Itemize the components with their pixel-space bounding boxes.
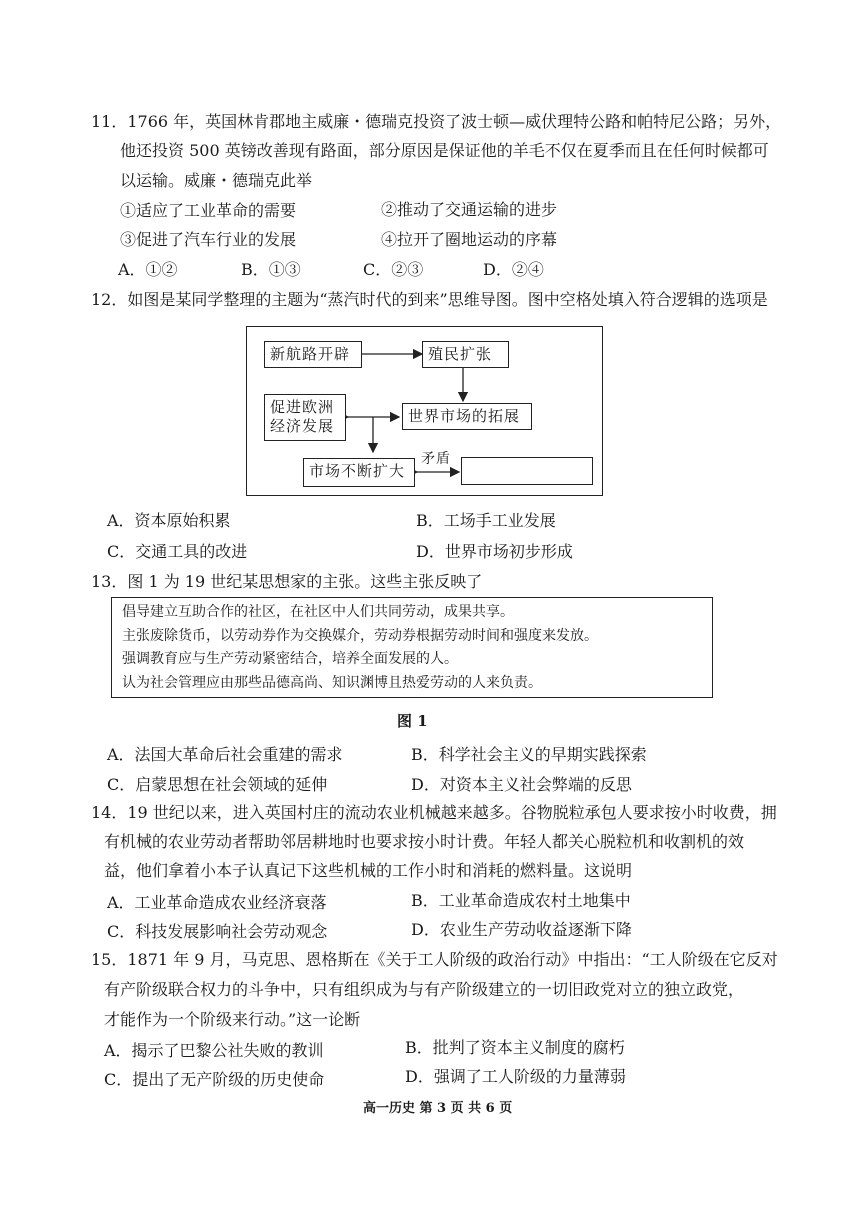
q13-stem: 13．图 1 为 19 世纪某思想家的主张。这些主张反映了 xyxy=(91,572,483,591)
figure-1-line-1: 倡导建立互助合作的社区，在社区中人们共同劳动，成果共享。 xyxy=(122,604,514,620)
figure-1-line-4: 认为社会管理应由那些品德高尚、知识渊博且热爱劳动的人来负责。 xyxy=(122,674,542,691)
q14-option-b: B．工业革命造成农村土地集中 xyxy=(411,891,631,910)
q15-option-d: D．强调了工人阶级的力量薄弱 xyxy=(405,1067,626,1086)
q15-stem-line-3: 才能作为一个阶级来行动。”这一论断 xyxy=(104,1010,361,1029)
q12-option-b: B．工场手工业发展 xyxy=(416,511,556,530)
q12-stem: 12．如图是某同学整理的主题为“蒸汽时代的到来”思维导图。图中空格处填入符合逻辑的选项是 xyxy=(91,290,768,309)
q15-stem-line-1: 15．1871 年 9 月，马克思、恩格斯在《关于工人阶级的政治行动》中指出：“工人阶级在它反对 xyxy=(91,950,778,969)
q13-option-d: D．对资本主义社会弊端的反思 xyxy=(411,775,632,794)
figure-1-line-3: 强调教育应与生产劳动紧密结合，培养全面发展的人。 xyxy=(122,651,458,667)
box-blank xyxy=(461,457,593,485)
box-europe-line-2: 经济发展 xyxy=(270,417,335,435)
q11-statement-2: ②推动了交通运输的进步 xyxy=(381,200,558,219)
box-europe-economy xyxy=(264,394,346,441)
q11-statement-4: ④拉开了圈地运动的序幕 xyxy=(381,230,558,249)
box-colonial-expansion: 殖民扩张 xyxy=(422,341,509,368)
q12-option-c: C．交通工具的改进 xyxy=(107,542,248,561)
label-contradiction: 矛盾 xyxy=(421,451,451,467)
q13-option-a: A．法国大革命后社会重建的需求 xyxy=(107,745,343,764)
q12-option-a: A．资本原始积累 xyxy=(107,511,231,530)
q11-statement-3: ③促进了汽车行业的发展 xyxy=(120,230,297,249)
q15-option-b: B．批判了资本主义制度的腐朽 xyxy=(405,1038,625,1057)
q11-statement-1: ①适应了工业革命的需要 xyxy=(120,201,297,220)
q12-option-d: D．世界市场初步形成 xyxy=(416,542,573,561)
box-world-market: 世界市场的拓展 xyxy=(402,403,532,430)
q14-stem-line-1: 14．19 世纪以来，进入英国村庄的流动农业机械越来越多。谷物脱粒承包人要求按小时收费，拥 xyxy=(91,803,777,822)
q11-stem-line-2: 他还投资 500 英镑改善现有路面，部分原因是保证他的羊毛不仅在夏季而且在任何时候都可 xyxy=(120,141,769,160)
page-footer: 高一历史 第 3 页 共 6 页 xyxy=(363,1101,513,1116)
box-europe-line-1: 促进欧洲 xyxy=(270,398,335,416)
q14-option-c: C．科技发展影响社会劳动观念 xyxy=(107,922,328,941)
q15-stem-line-2: 有产阶级联合权力的斗争中，只有组织成为与有产阶级建立的一切旧政党对立的独立政党， xyxy=(104,980,745,999)
q14-stem-line-3: 益，他们拿着小本子认真记下这些机械的工作小时和消耗的燃料量。这说明 xyxy=(104,861,633,880)
figure-1-caption: 图 1 xyxy=(397,712,428,730)
q15-option-c: C．提出了无产阶级的历史使命 xyxy=(104,1070,325,1089)
box-new-route: 新航路开辟 xyxy=(264,341,362,368)
q13-option-c: C．启蒙思想在社会领域的延伸 xyxy=(107,775,328,794)
figure-1-line-2: 主张废除货币，以劳动券作为交换媒介，劳动券根据劳动时间和强度来发放。 xyxy=(122,627,598,644)
q11-stem-line-1: 11．1766 年，英国林肯郡地主威廉・德瑞克投资了波士顿—威伏理特公路和帕特尼公路；另外， xyxy=(91,112,782,131)
q11-option-d: D．②④ xyxy=(483,260,544,279)
figure-1-box xyxy=(111,597,713,698)
q14-stem-line-2: 有机械的农业劳动者帮助邻居耕地时也要求按小时计费。年轻人都关心脱粒机和收割机的效 xyxy=(104,832,745,851)
q14-option-a: A．工业革命造成农业经济衰落 xyxy=(107,893,327,912)
q11-option-b: B．①③ xyxy=(241,260,301,279)
mind-map-diagram xyxy=(246,326,603,496)
q13-option-b: B．科学社会主义的早期实践探索 xyxy=(411,745,647,764)
q11-option-c: C．②③ xyxy=(363,260,424,279)
q11-stem-line-3: 以运输。威廉・德瑞克此举 xyxy=(120,171,313,190)
q14-option-d: D．农业生产劳动收益逐渐下降 xyxy=(411,920,632,939)
q11-option-a: A．①② xyxy=(118,260,178,279)
q15-option-a: A．揭示了巴黎公社失败的教训 xyxy=(104,1041,324,1060)
box-market-expand: 市场不断扩大 xyxy=(303,458,415,487)
